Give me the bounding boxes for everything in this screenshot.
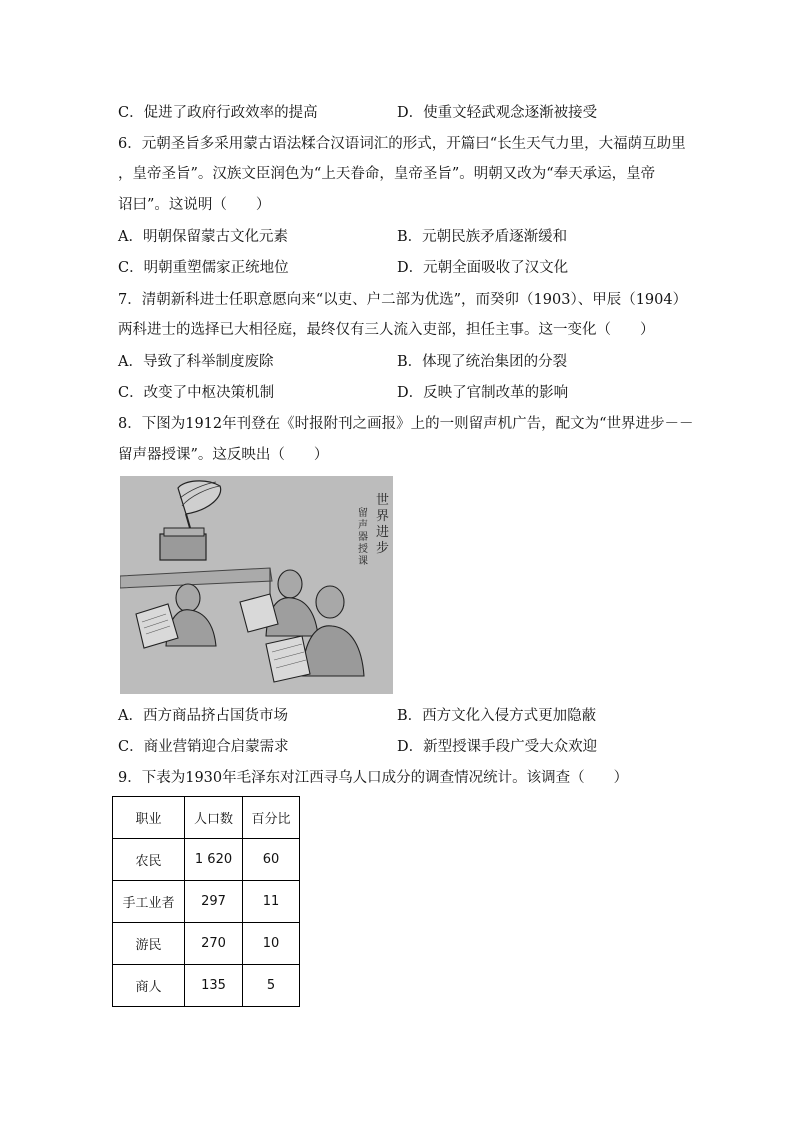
table-row — [113, 965, 300, 1007]
q8-option-a: A．西方商品挤占国货市场 — [118, 708, 288, 724]
q5-option-c: C．促进了政府行政效率的提高 — [118, 105, 318, 121]
q7-stem-line-1: 7．清朝新科进士任职意愿向来“以吏、户二部为优选”，而癸卯（1903）、甲辰（1904） — [118, 292, 688, 308]
table-cell: 5 — [243, 965, 300, 1007]
table-cell: 商人 — [113, 965, 185, 1007]
gramophone-advertisement-image — [120, 476, 393, 694]
q6-option-a: A．明朝保留蒙古文化元素 — [118, 229, 288, 245]
q8-option-b: B．西方文化入侵方式更加隐蔽 — [397, 708, 597, 724]
table-cell: 1 620 — [185, 839, 243, 881]
q6-stem-line-3: 诏曰”。这说明（ ） — [118, 197, 271, 213]
table-cell: 11 — [243, 881, 300, 923]
q7-option-b: B．体现了统治集团的分裂 — [397, 354, 568, 370]
q6-stem-line-2: ，皇帝圣旨”。汉族文臣润色为“上天眷命，皇帝圣旨”。明朝又改为“奉天承运，皇帝 — [118, 166, 656, 182]
table-cell: 60 — [243, 839, 300, 881]
table-header-row — [113, 797, 300, 839]
q6-stem-line-1: 6．元朝圣旨多采用蒙古语法糅合汉语词汇的形式，开篇曰“长生天气力里，大福荫互助里 — [118, 136, 686, 152]
caption-char: 界 — [376, 509, 390, 524]
table-header-cell: 百分比 — [243, 797, 300, 839]
table-cell: 农民 — [113, 839, 185, 881]
caption-char: 进 — [376, 525, 390, 540]
q7-option-d: D．反映了官制改革的影响 — [397, 385, 569, 401]
table-row — [113, 881, 300, 923]
table-cell: 270 — [185, 923, 243, 965]
q7-option-a: A．导致了科举制度废除 — [118, 354, 274, 370]
table-cell: 手工业者 — [113, 881, 185, 923]
q5-option-d: D．使重文轻武观念逐渐被接受 — [397, 105, 598, 121]
q6-option-b: B．元朝民族矛盾逐渐缓和 — [397, 229, 568, 245]
q8-stem-line-1: 8．下图为1912年刊登在《时报附刊之画报》上的一则留声机广告，配文为“世界进步－－ — [118, 416, 694, 432]
table-row — [113, 923, 300, 965]
q8-option-c: C．商业营销迎合启蒙需求 — [118, 739, 289, 755]
caption-char: 授 — [358, 544, 368, 555]
table-cell: 游民 — [113, 923, 185, 965]
table-cell: 10 — [243, 923, 300, 965]
table-cell: 297 — [185, 881, 243, 923]
q7-option-c: C．改变了中枢决策机制 — [118, 385, 275, 401]
q6-option-d: D．元朝全面吸收了汉文化 — [397, 260, 569, 276]
caption-char: 声 — [358, 520, 368, 531]
q8-stem-line-2: 留声器授课”。这反映出（ ） — [118, 447, 329, 463]
population-census-table — [112, 796, 300, 1007]
caption-char: 世 — [376, 493, 390, 508]
caption-char: 留 — [358, 508, 368, 519]
q9-stem: 9．下表为1930年毛泽东对江西寻乌人口成分的调查情况统计。该调查（ ） — [118, 770, 629, 786]
table-header-cell: 人口数 — [185, 797, 243, 839]
table-header-cell: 职业 — [113, 797, 185, 839]
q8-option-d: D．新型授课手段广受大众欢迎 — [397, 739, 598, 755]
figure-caption-sub — [358, 506, 368, 567]
q6-option-c: C．明朝重塑儒家正统地位 — [118, 260, 289, 276]
caption-char: 课 — [358, 556, 368, 567]
caption-char: 步 — [376, 541, 390, 556]
table-row — [113, 839, 300, 881]
table-cell: 135 — [185, 965, 243, 1007]
q7-stem-line-2: 两科进士的选择已大相径庭，最终仅有三人流入吏部，担任主事。这一变化（ ） — [118, 322, 655, 338]
caption-char: 器 — [358, 532, 368, 543]
